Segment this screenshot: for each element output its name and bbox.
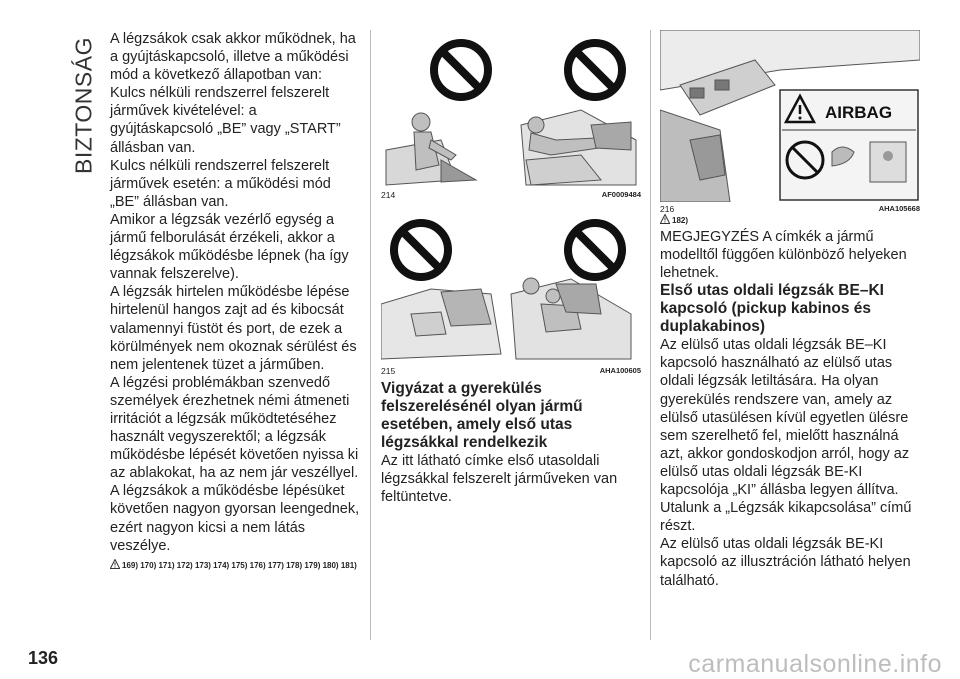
column-divider [650,30,651,640]
prohibition-sign-icon [394,223,448,277]
watermark: carmanualsonline.info [688,650,942,678]
warning-triangle-icon [660,214,670,224]
paragraph: Kulcs nélküli rendszerrel felszerelt járművek esetén: a működési mód „BE” állásban van. [110,157,331,210]
text-column-1 [110,30,360,573]
figure-code: AHA105668 [878,204,920,213]
child-in-seat-illustration [511,278,631,359]
child-seat-in-front-illustration [521,110,636,185]
page-number: 136 [28,648,59,668]
text-column-3 [660,30,920,590]
prohibition-sign-icon [568,223,622,277]
section-tab [52,30,97,190]
airbag-label-text: AIRBAG [825,103,893,122]
figure-caption [660,204,920,214]
figure-number: 214 [381,190,396,200]
figure-214 [381,30,641,188]
section-tab-label: BIZTONSÁG [70,37,97,174]
paragraph: Az itt látható címke első utasoldali légzsákkal felszerelt járműveken van feltüntetve. [381,453,618,506]
figure-number: 215 [381,366,396,376]
section-heading: Vigyázat a gyerekülés felszerelésénél olyan jármű esetében, amely első utas légzsákkal rendelkezik [381,380,583,451]
warning-note-ref [660,214,920,228]
figure-number: 216 [660,204,675,214]
prohibition-sign-icon [434,43,488,97]
figure-code: AF0009484 [601,190,641,199]
note-references: 169) 170) 171) 172) 173) 174) 175) 176) 177) 178) 179) 180) 181) [122,560,357,570]
column-divider [370,30,371,640]
paragraph: Kulcs nélküli rendszerrel felszerelt járművek kivételével: a gyújtáskapcsoló „BE” vagy „START” állásban van. [110,85,341,156]
text-column-2 [381,30,641,506]
note-paragraph: MEGJEGYZÉS A címkék a jármű modelltől függően különböző helyeken lehetnek. [660,229,907,282]
figure-caption [381,190,641,200]
note-reference: 182) [672,216,689,225]
paragraph: A légzsák hirtelen működésbe lépése hirtelenül hangos zajt ad és kibocsát valamennyi füstöt és port, de ezek a körülmények nem okoznak sérülést és nem jelentenek tüzet a járműben. [110,284,357,373]
figure-216 [660,30,920,202]
rear-facing-child-seat-illustration [381,289,501,359]
paragraph: Amikor a légzsák vezérlő egység a jármű felborulását érzékeli, akkor a légzsákok működésbe lépnek (ha így vannak felszerelve). [110,211,349,283]
child-near-dashboard-illustration [386,113,476,185]
paragraph: A légzsákok a működésbe lépésüket követően nagyon gyorsan leengednek, ezért nagyon kicsi a nem látás veszélye. [110,483,360,554]
paragraph: A légzési problémákban szenvedő személyek érezhetnek némi átmeneti irritációt a légzsák működtetéséhez használt vegyszerektől; a légzsák működésbe lépését követően nyissa ki az ablakokat, ha az nem jár veszéllyel. [110,374,359,482]
airbag-label-illustration [780,90,918,200]
warning-triangle-icon [110,559,120,569]
figure-215 [381,214,641,364]
paragraph: Az elülső utas oldali légzsák BE–KI kapcsoló használható az elülső utas oldali légzsák letiltására. Ha olyan gyerekülés rendszere van, amely az elülső utasülésen kívül egyetlen ülésre sem szerelhető fel, mielőtt használná azt, akkor gondoskodjon arról, hogy az elülső utas oldali légzsák BE-KI kapcsolója „KI” állásba legyen állítva. Utalunk a „Légzsák kikapcsolása” című részt. [660,337,912,535]
paragraph: A légzsákok csak akkor működnek, ha a gyújtáskapcsoló, illetve a működési mód a következő állapotban van: [110,31,356,84]
section-heading: Első utas oldali légzsák BE–KI kapcsoló (pickup kabinos és duplakabinos) [660,282,884,336]
figure-caption [381,366,641,376]
prohibition-sign-icon [568,43,622,97]
figure-code: AHA100605 [599,366,641,375]
warning-notes [110,559,360,573]
paragraph: Az elülső utas oldali légzsák BE-KI kapcsoló az illusztráción látható helyen található. [660,536,911,589]
